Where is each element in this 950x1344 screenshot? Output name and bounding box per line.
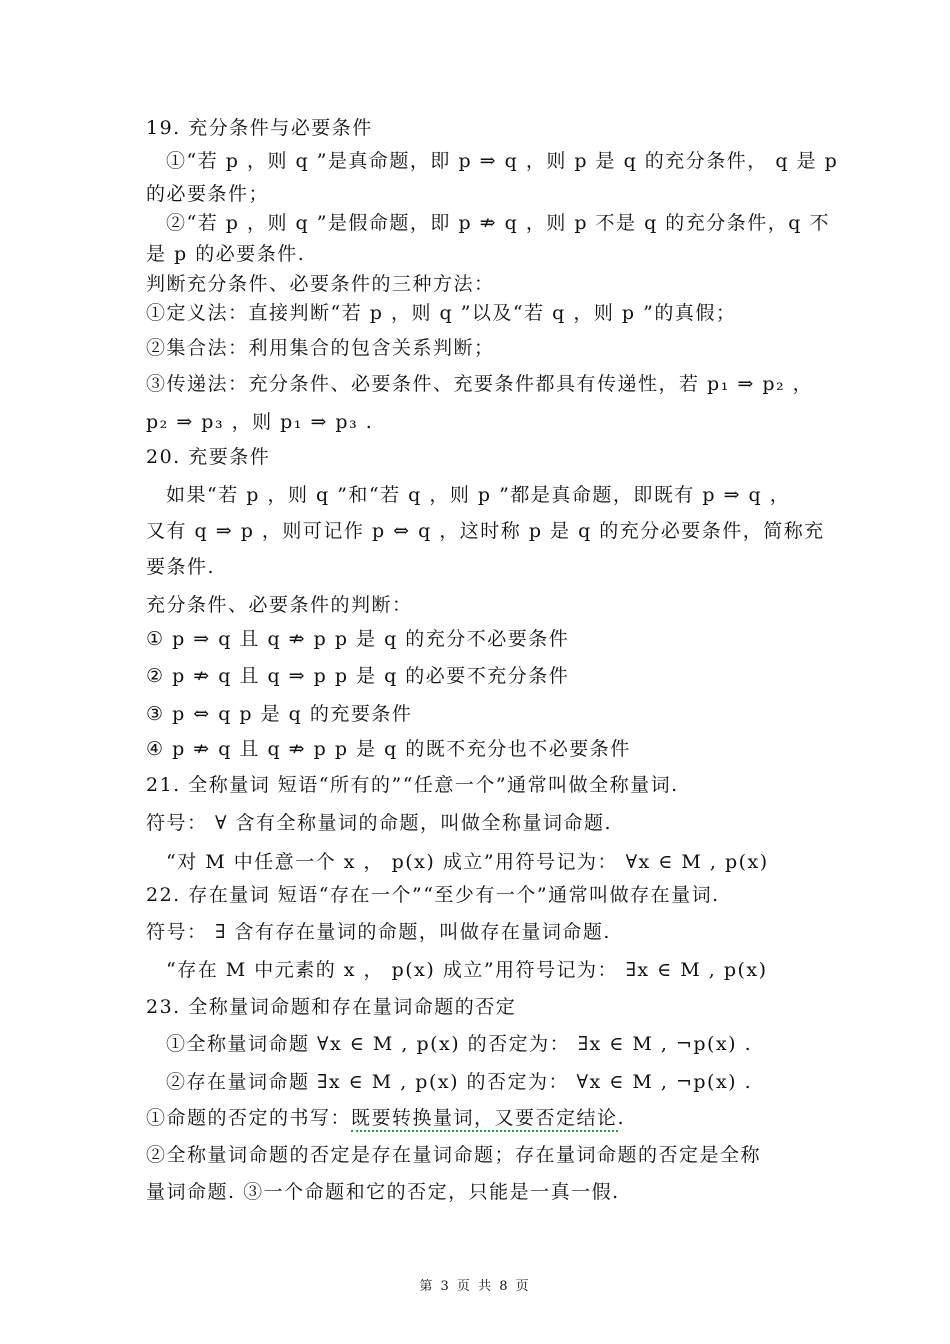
text-line: ③传递法：充分条件、必要条件、充要条件都具有传递性，若 p₁ ⇒ p₂ ，	[146, 373, 814, 395]
text-line: ①“若 p ，则 q ”是真命题，即 p ⇒ q ，则 p 是 q 的充分条件， q 是 p	[166, 150, 839, 172]
text-line: 19. 充分条件与必要条件	[146, 117, 373, 139]
negation-writing-underlined: 既要转换量词，又要否定结论	[351, 1107, 618, 1132]
text-line: 要条件.	[146, 556, 216, 578]
text-line: ② p ⇏ q 且 q ⇒ p p 是 q 的必要不充分条件	[146, 665, 570, 687]
text-line: ③ p ⇔ q p 是 q 的充要条件	[146, 703, 413, 725]
text-line: p₂ ⇒ p₃ ，则 p₁ ⇒ p₃ .	[146, 411, 374, 433]
text-line: 符号： ∀ 含有全称量词的命题，叫做全称量词命题.	[146, 812, 613, 834]
text-line: ①定义法：直接判断“若 p ，则 q ”以及“若 q ，则 p ”的真假；	[146, 302, 737, 324]
tail-line-1: ②全称量词命题的否定是存在量词命题；存在量词命题的否定是全称	[146, 1144, 762, 1166]
text-line: ②“若 p ，则 q ”是假命题，即 p ⇏ q ，则 p 不是 q 的充分条件，q 不	[166, 212, 831, 234]
text-line: 符号： ∃ 含有存在量词的命题，叫做存在量词命题.	[146, 921, 611, 943]
text-line: 又有 q ⇒ p ，则可记作 p ⇔ q ，这时称 p 是 q 的充分必要条件，简称充	[146, 520, 825, 542]
text-line: 是 p 的必要条件.	[146, 243, 306, 265]
negation-writing-prefix: ①命题的否定的书写：	[146, 1107, 352, 1129]
text-line: “对 M 中任意一个 x ， p(x) 成立”用符号记为： ∀x ∈ M , p(x)	[166, 851, 769, 873]
text-line: ④ p ⇏ q 且 q ⇏ p p 是 q 的既不充分也不必要条件	[146, 738, 631, 760]
text-line: ① p ⇒ q 且 q ⇏ p p 是 q 的充分不必要条件	[146, 628, 570, 650]
text-line: 22. 存在量词 短语“存在一个”“至少有一个”通常叫做存在量词.	[146, 884, 720, 906]
page-footer: 第 3 页 共 8 页	[419, 1279, 531, 1294]
text-line: 判断充分条件、必要条件的三种方法：	[146, 273, 495, 295]
text-line: ②集合法：利用集合的包含关系判断；	[146, 337, 495, 359]
text-line: 充分条件、必要条件的判断：	[146, 594, 413, 616]
text-line: 20. 充要条件	[146, 446, 271, 468]
text-line: 21. 全称量词 短语“所有的”“任意一个”通常叫做全称量词.	[146, 774, 679, 796]
negation-writing-line	[146, 1106, 625, 1130]
text-line: 如果“若 p ，则 q ”和“若 q ，则 p ”都是真命题，即既有 p ⇒ q ，	[166, 484, 791, 506]
text-line: ①全称量词命题 ∀x ∈ M , p(x) 的否定为： ∃x ∈ M , ¬p(x) .	[166, 1033, 753, 1055]
text-line: 的必要条件；	[146, 183, 270, 205]
negation-writing-suffix: .	[617, 1107, 626, 1129]
tail-line-2: 量词命题. ③一个命题和它的否定，只能是一真一假.	[146, 1181, 620, 1203]
text-line: “存在 M 中元素的 x ， p(x) 成立”用符号记为： ∃x ∈ M , p(x)	[166, 959, 768, 981]
text-line: 23. 全称量词命题和存在量词命题的否定	[146, 996, 517, 1018]
text-line: ②存在量词命题 ∃x ∈ M , p(x) 的否定为： ∀x ∈ M , ¬p(x) .	[166, 1071, 753, 1093]
